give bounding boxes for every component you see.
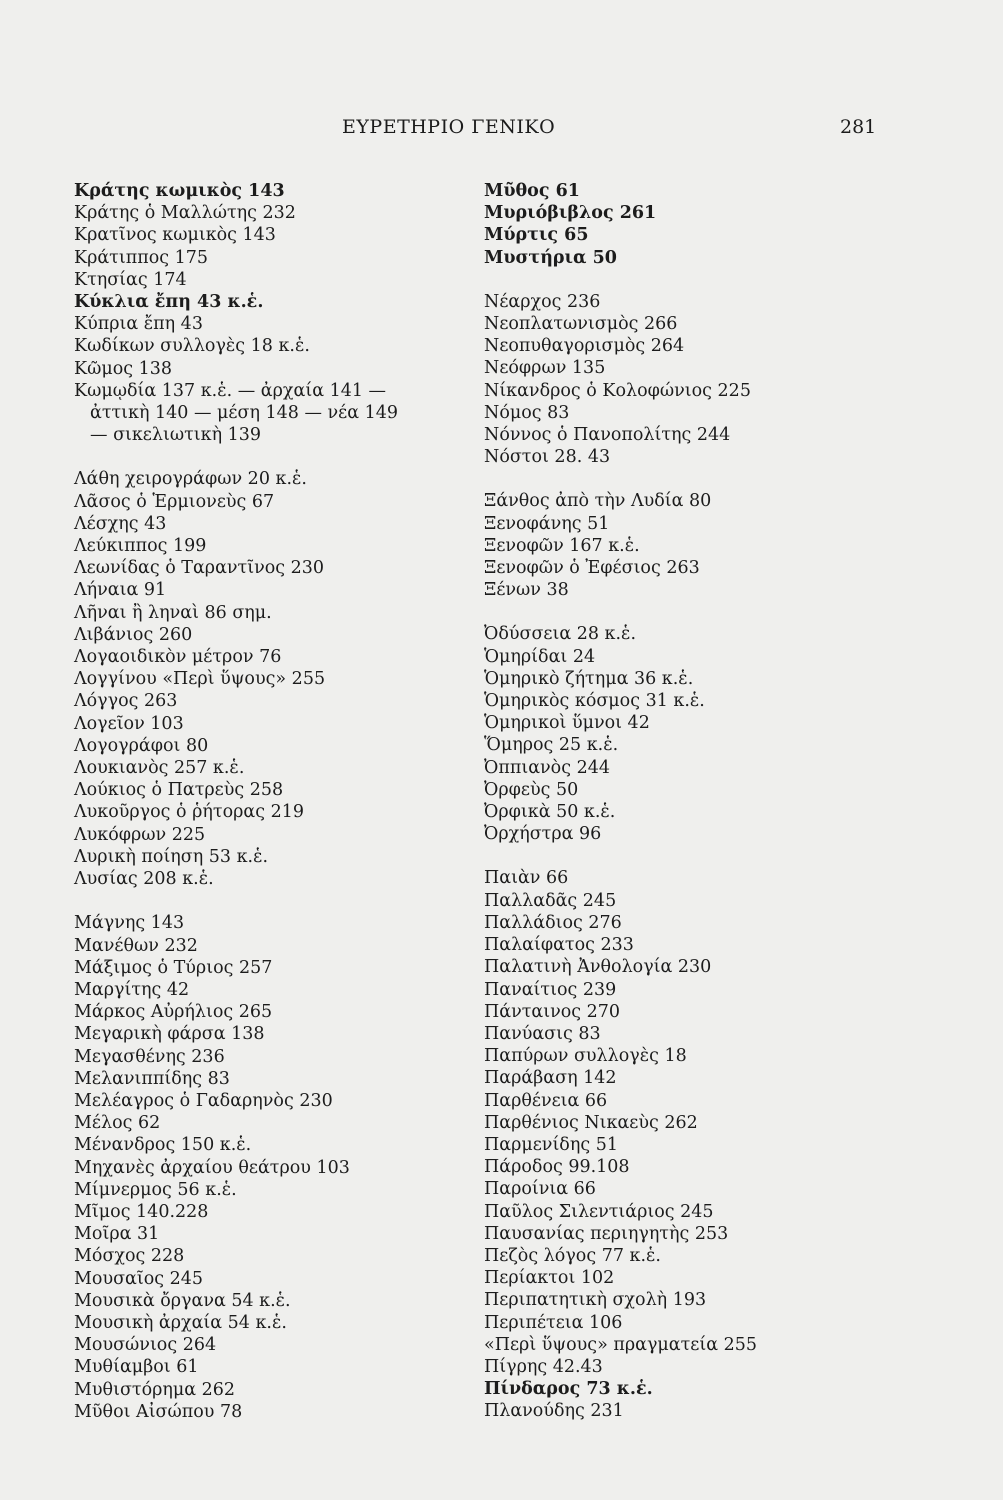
index-entry: Μῖμος 140.228 <box>74 1201 209 1222</box>
index-entry: Νεοπυθαγορισμὸς 264 <box>484 336 685 357</box>
section-gap <box>484 845 884 867</box>
index-entry: Νόμος 83 <box>484 402 570 423</box>
index-entry: Κύπρια ἔπη 43 <box>74 314 203 335</box>
index-entry: Λούκιος ὁ Πατρεὺς 258 <box>74 780 284 801</box>
index-entry: Λογεῖον 103 <box>74 713 184 734</box>
index-entry: Πλανούδης 231 <box>484 1401 624 1422</box>
index-entry: Λόγγος 263 <box>74 691 178 712</box>
index-entry: Μελανιππίδης 83 <box>74 1068 230 1089</box>
index-entry: Παρθένιος Νικαεὺς 262 <box>484 1112 698 1133</box>
index-entry: Κρατῖνος κωμικὸς 143 <box>74 225 276 246</box>
index-entry: Μύρτις 65 <box>484 225 589 246</box>
index-entry: Ὀππιανὸς 244 <box>484 757 610 778</box>
index-entry: Λεύκιππος 199 <box>74 536 207 557</box>
index-entry: Νεόφρων 135 <box>484 358 606 379</box>
index-entry: Ὁμηρικὸ ζήτημα 36 κ.ἑ. <box>484 668 694 689</box>
section-gap <box>484 601 884 623</box>
index-entry: Μελέαγρος ὁ Γαδαρηνὸς 230 <box>74 1090 333 1111</box>
index-column-right <box>484 180 884 1423</box>
index-entry: Παροίνια 66 <box>484 1179 596 1200</box>
index-entry: Παλατινὴ Ἀνθολογία 230 <box>484 957 712 978</box>
index-entry: Μυθιστόρημα 262 <box>74 1379 236 1400</box>
index-entry: Κτησίας 174 <box>74 269 187 290</box>
index-entry: Ὀδύσσεια 28 κ.ἑ. <box>484 624 637 645</box>
index-entry: Κῶμος 138 <box>74 358 173 379</box>
index-entry: Μίμνερμος 56 κ.ἑ. <box>74 1179 237 1200</box>
section-gap <box>484 468 884 490</box>
index-entry: Λέσχης 43 <box>74 513 167 534</box>
index-entry: Κωδίκων συλλογὲς 18 κ.ἑ. <box>74 336 310 357</box>
index-entry: Παυσανίας περιηγητὴς 253 <box>484 1223 729 1244</box>
index-entry: Περίακτοι 102 <box>484 1268 615 1289</box>
index-entry: Μάγνης 143 <box>74 913 185 934</box>
index-entry: Μοῖρα 31 <box>74 1224 160 1245</box>
index-entry: Μουσαῖος 245 <box>74 1268 204 1289</box>
index-entry: Πάνταινος 270 <box>484 1001 621 1022</box>
index-entry: Παιὰν 66 <box>484 868 569 889</box>
index-entry: Λεωνίδας ὁ Ταραντῖνος 230 <box>74 558 325 579</box>
running-head <box>0 116 1003 146</box>
index-entry: Κύκλια ἔπη 43 κ.ἑ. <box>74 292 264 313</box>
index-entry: Μῦθοι Αἰσώπου 78 <box>74 1401 243 1422</box>
index-entry: Ὀρχήστρα 96 <box>484 824 602 845</box>
index-entry: Λυσίας 208 κ.ἑ. <box>74 869 214 890</box>
index-entry: Κράτης ὁ Μαλλώτης 232 <box>74 203 296 224</box>
index-entry: Κωμῳδία 137 κ.ἑ. — ἀρχαία 141 — <box>74 380 387 401</box>
index-entry: Ξάνθος ἀπὸ τὴν Λυδία 80 <box>484 491 712 512</box>
index-entry: Μουσικὰ ὄργανα 54 κ.ἑ. <box>74 1290 291 1311</box>
index-entry: «Περὶ ὕψους» πραγματεία 255 <box>484 1334 758 1355</box>
index-entry: Κράτης κωμικὸς 143 <box>74 181 285 201</box>
index-entry: Λᾶσος ὁ Ἑρμιονεὺς 67 <box>74 491 275 512</box>
index-entry: Νέαρχος 236 <box>484 291 601 312</box>
index-entry: Παλαίφατος 233 <box>484 935 634 956</box>
index-entry: Μένανδρος 150 κ.ἑ. <box>74 1135 252 1156</box>
index-entry: Ὁμηρικοὶ ὕμνοι 42 <box>484 713 650 734</box>
index-entry: Μόσχος 228 <box>74 1246 185 1267</box>
index-entry: Ὁμηρικὸς κόσμος 31 κ.ἑ. <box>484 691 705 712</box>
index-entry: Νίκανδρος ὁ Κολοφώνιος 225 <box>484 380 751 401</box>
index-entry: Λυκόφρων 225 <box>74 824 206 845</box>
index-column-left <box>74 180 474 1423</box>
index-entry: Παναίτιος 239 <box>484 979 617 1000</box>
index-entry: Λῆναι ἢ ληναὶ 86 σημ. <box>74 602 272 623</box>
index-entry: Περιπατητικὴ σχολὴ 193 <box>484 1290 707 1311</box>
index-entry: Μέλος 62 <box>74 1113 161 1134</box>
index-entry-continuation: ἀττικὴ 140 — μέση 148 — νέα 149 <box>90 403 399 424</box>
index-entry: Μάρκος Αὐρήλιος 265 <box>74 1002 273 1023</box>
index-entry: Πάροδος 99.108 <box>484 1157 630 1178</box>
section-gap <box>484 269 884 291</box>
index-entry: Μουσώνιος 264 <box>74 1335 217 1356</box>
index-entry: Ξένων 38 <box>484 580 569 601</box>
index-entry: Λογαοιδικὸν μέτρον 76 <box>74 647 282 668</box>
index-entry: Λιβάνιος 260 <box>74 624 193 645</box>
section-gap <box>74 890 474 912</box>
index-entry: Λυκοῦργος ὁ ῥήτορας 219 <box>74 802 304 823</box>
index-entry: Μῦθος 61 <box>484 181 580 201</box>
index-entry: Μυστήρια 50 <box>484 247 617 268</box>
index-entry: Μυριόβιβλος 261 <box>484 203 657 224</box>
index-entry: Παπύρων συλλογὲς 18 <box>484 1046 687 1067</box>
index-entry: Παλλάδιος 276 <box>484 912 622 933</box>
index-entry: Λυρικὴ ποίηση 53 κ.ἑ. <box>74 846 269 867</box>
index-entry: Παρμενίδης 51 <box>484 1134 618 1155</box>
index-entry: Παλλαδᾶς 245 <box>484 890 617 911</box>
index-entry: Ξενοφῶν 167 κ.ἑ. <box>484 535 640 556</box>
index-entry: Μεγασθένης 236 <box>74 1046 225 1067</box>
index-entry: Παῦλος Σιλεντιάριος 245 <box>484 1201 714 1222</box>
page-number: 281 <box>840 116 877 138</box>
index-entry: Παράβαση 142 <box>484 1068 617 1089</box>
index-entry: Μεγαρικὴ φάρσα 138 <box>74 1024 265 1045</box>
index-entry: Ξενοφάνης 51 <box>484 513 610 534</box>
index-entry: Μάξιμος ὁ Τύριος 257 <box>74 957 273 978</box>
index-entry: Μουσικὴ ἀρχαία 54 κ.ἑ. <box>74 1312 287 1333</box>
section-gap <box>74 446 474 468</box>
index-entry: Λάθη χειρογράφων 20 κ.ἑ. <box>74 469 307 490</box>
index-entry: Λουκιανὸς 257 κ.ἑ. <box>74 758 245 779</box>
index-entry: Λογγίνου «Περὶ ὕψους» 255 <box>74 669 326 690</box>
index-entry: Πεζὸς λόγος 77 κ.ἑ. <box>484 1245 661 1266</box>
index-entry: Παρθένεια 66 <box>484 1090 608 1111</box>
index-entry: Κράτιππος 175 <box>74 247 209 268</box>
index-entry: Νόστοι 28. 43 <box>484 447 611 468</box>
index-entry: Ὁμηρίδαι 24 <box>484 646 596 667</box>
index-entry-continuation: — σικελιωτικὴ 139 <box>90 425 262 446</box>
index-entry: Περιπέτεια 106 <box>484 1312 623 1333</box>
index-entry: Πανύασις 83 <box>484 1023 601 1044</box>
index-entry: Νεοπλατωνισμὸς 266 <box>484 314 678 335</box>
index-entry: Μηχανὲς ἀρχαίου θεάτρου 103 <box>74 1157 350 1178</box>
index-entry: Νόννος ὁ Πανοπολίτης 244 <box>484 425 731 446</box>
index-entry: Πίνδαρος 73 κ.ἑ. <box>484 1379 653 1400</box>
index-entry: Μανέθων 232 <box>74 935 198 956</box>
index-entry: Ξενοφῶν ὁ Ἐφέσιος 263 <box>484 558 700 579</box>
index-entry: Ὅμηρος 25 κ.ἑ. <box>484 735 619 756</box>
index-entry: Λήναια 91 <box>74 580 167 601</box>
index-entry: Ὀρφεὺς 50 <box>484 779 579 800</box>
index-entry: Ὀρφικὰ 50 κ.ἑ. <box>484 802 616 823</box>
page-title: ΕΥΡΕΤΗΡΙΟ ΓΕΝΙΚΟ <box>342 116 556 138</box>
index-entry: Μυθίαμβοι 61 <box>74 1357 199 1378</box>
index-entry: Πίγρης 42.43 <box>484 1356 603 1377</box>
index-entry: Μαργίτης 42 <box>74 979 190 1000</box>
index-entry: Λογογράφοι 80 <box>74 735 209 756</box>
